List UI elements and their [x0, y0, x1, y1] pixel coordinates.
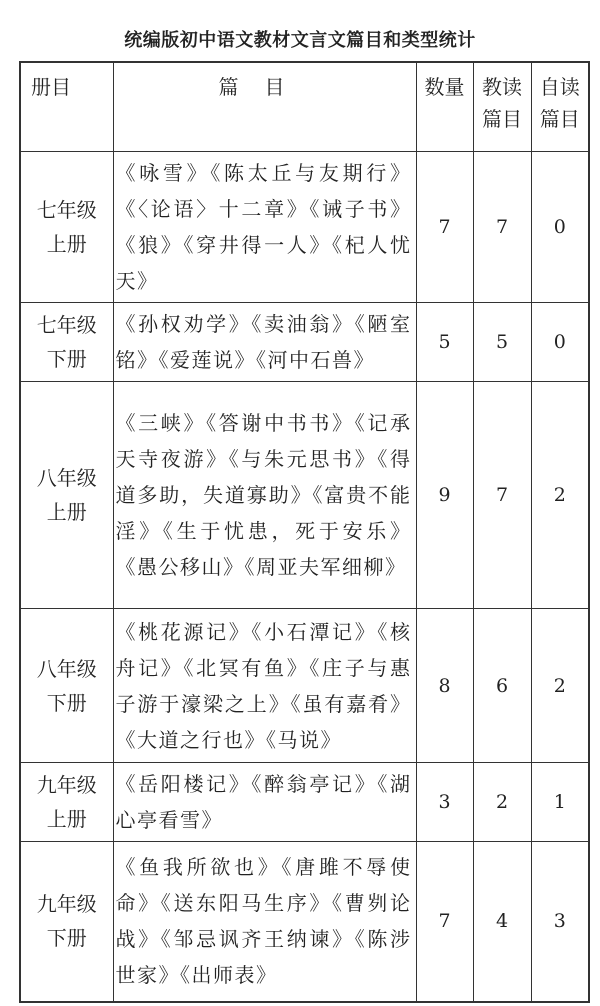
- grade-term: 下册: [46, 690, 87, 715]
- taught-cell: 7: [473, 152, 531, 303]
- grade-year: 九年级: [36, 773, 97, 797]
- header-titles: 篇目: [113, 62, 416, 152]
- grade-term: 下册: [46, 926, 87, 951]
- table-row: [20, 763, 589, 842]
- self-cell: 1: [531, 763, 589, 842]
- grade-cell: [20, 152, 113, 303]
- table-row: [20, 152, 589, 303]
- self-cell: 3: [531, 842, 589, 1002]
- taught-cell: 2: [473, 763, 531, 842]
- grade-term: 上册: [46, 500, 87, 524]
- header-grade: 册目: [20, 62, 113, 152]
- titles-cell: 《桃花源记》《小石潭记》《核舟记》《北冥有鱼》《庄子与惠子游于濠梁之上》《虽有嘉肴》《大道之行也》《马说》: [113, 609, 416, 763]
- grade-year: 七年级: [36, 198, 97, 222]
- grade-year: 八年级: [36, 656, 97, 681]
- self-cell: 0: [531, 303, 589, 382]
- titles-cell: 《三峡》《答谢中书书》《记承天寺夜游》《与朱元思书》《得道多助，失道寡助》《富贵不能淫》《生于忧患，死于安乐》《愚公移山》《周亚夫军细柳》: [113, 382, 416, 609]
- titles-cell: 《咏雪》《陈太丘与友期行》《〈论语〉十二章》《诫子书》《狼》《穿井得一人》《杞人忧天》: [113, 152, 416, 303]
- table-row: [20, 609, 589, 763]
- header-row: [20, 62, 589, 152]
- table-row: [20, 382, 589, 609]
- header-self-line2: 篇目: [539, 107, 580, 131]
- count-cell: 3: [416, 763, 473, 842]
- grade-cell: [20, 763, 113, 842]
- curriculum-table: [19, 61, 590, 1003]
- header-self: [531, 62, 589, 152]
- self-cell: 2: [531, 382, 589, 609]
- titles-cell: 《孙权劝学》《卖油翁》《陋室铭》《爱莲说》《河中石兽》: [113, 303, 416, 382]
- taught-cell: 6: [473, 609, 531, 763]
- taught-cell: 4: [473, 842, 531, 1002]
- header-taught-line1: 教读: [482, 75, 522, 99]
- header-taught-line2: 篇目: [482, 107, 522, 131]
- titles-cell: 《岳阳楼记》《醉翁亭记》《湖心亭看雪》: [113, 763, 416, 842]
- grade-cell: [20, 303, 113, 382]
- grade-year: 七年级: [36, 313, 97, 337]
- count-cell: 9: [416, 382, 473, 609]
- header-count: 数量: [416, 62, 473, 152]
- grade-year: 八年级: [36, 466, 97, 490]
- grade-cell: [20, 842, 113, 1002]
- taught-cell: 7: [473, 382, 531, 609]
- grade-term: 上册: [46, 807, 87, 831]
- table-row: [20, 303, 589, 382]
- table-title: 统编版初中语文教材文言文篇目和类型统计: [124, 30, 476, 51]
- header-self-line1: 自读: [539, 75, 580, 99]
- titles-cell: 《鱼我所欲也》《唐雎不辱使命》《送东阳马生序》《曹刿论战》《邹忌讽齐王纳谏》《陈涉世家》《出师表》: [113, 842, 416, 1002]
- table-row: [20, 842, 589, 1002]
- grade-cell: [20, 382, 113, 609]
- self-cell: 0: [531, 152, 589, 303]
- grade-term: 下册: [46, 347, 87, 371]
- header-taught: [473, 62, 531, 152]
- count-cell: 7: [416, 152, 473, 303]
- self-cell: 2: [531, 609, 589, 763]
- count-cell: 8: [416, 609, 473, 763]
- grade-term: 上册: [46, 232, 87, 256]
- count-cell: 7: [416, 842, 473, 1002]
- grade-cell: [20, 609, 113, 763]
- taught-cell: 5: [473, 303, 531, 382]
- count-cell: 5: [416, 303, 473, 382]
- grade-year: 九年级: [36, 892, 97, 917]
